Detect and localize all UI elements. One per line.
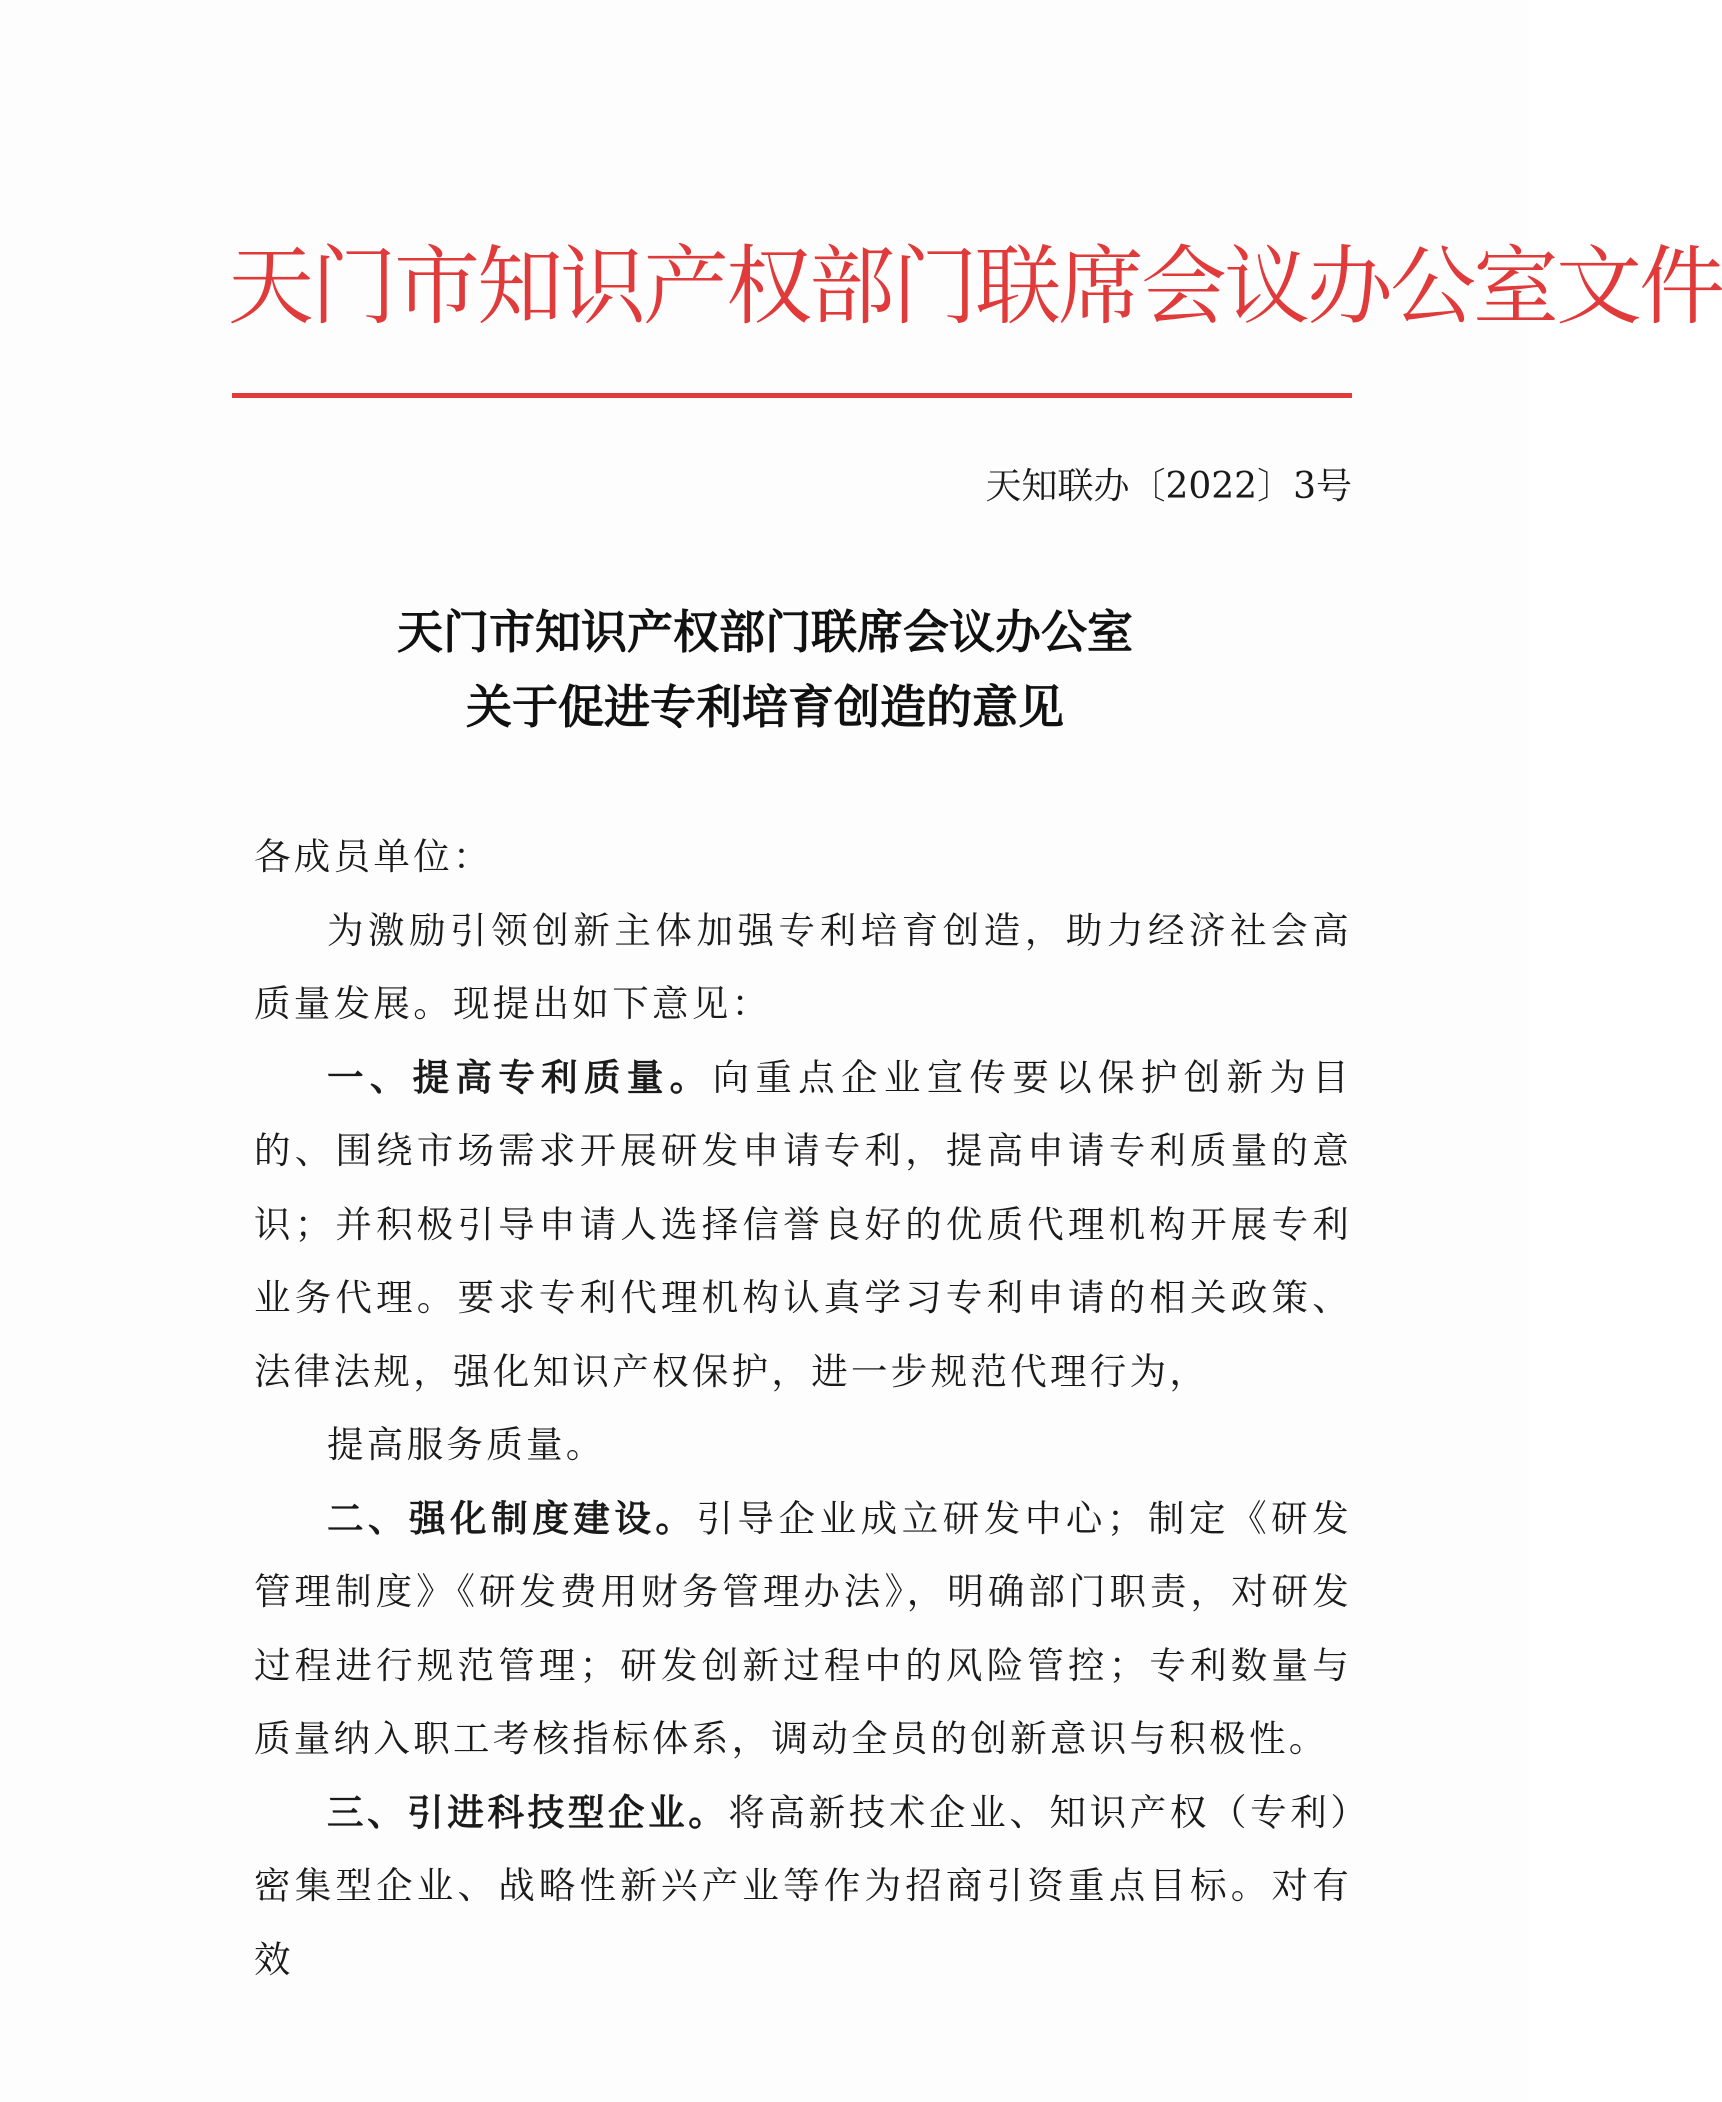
- section-1-paragraph: [254, 1041, 1352, 1409]
- section-2-text: 引导企业成立研发中心；制定《研发管理制度》《研发费用财务管理办法》，明确部门职责，对研发过程进行规范管理；研发创新过程中的风险管控；专利数量与质量纳入职工考核指标体系，调动全员的创新意识与积极性。: [254, 1496, 1352, 1760]
- red-divider-line: [232, 393, 1352, 398]
- section-3-heading: 三、引进科技型企业。: [327, 1790, 729, 1834]
- document-title-line1: 天门市知识产权部门联席会议办公室: [397, 605, 1133, 659]
- section-1-text: 向重点企业宣传要以保护创新为目的、围绕市场需求开展研发申请专利，提高申请专利质量的意识；并积极引导申请人选择信誉良好的优质代理机构开展专利业务代理。要求专利代理机构认真学习专利申请的相关政策、法律法规，强化知识产权保护，进一步规范代理行为，: [254, 1055, 1353, 1393]
- document-title-line2: 关于促进专利培育创造的意见: [466, 680, 1064, 734]
- section-2-heading: 二、强化制度建设。: [327, 1496, 697, 1540]
- salutation: 各成员单位：: [254, 835, 493, 878]
- issuer-banner: 天门市知识产权部门联席会议办公室文件: [228, 237, 1722, 337]
- section-3-text: 将高新技术企业、知识产权（专利）密集型企业、战略性新兴产业等作为招商引资重点目标。对有效: [254, 1790, 1352, 1981]
- section-2-paragraph: [254, 1482, 1352, 1776]
- document-number: 天知联办〔2022〕3号: [985, 466, 1352, 507]
- section-1-heading: 一、提高专利质量。: [327, 1055, 713, 1099]
- section-1-continuation: 提高服务质量。: [327, 1423, 606, 1466]
- intro-paragraph: 为激励引领创新主体加强专利培育创造，助力经济社会高质量发展。现提出如下意见：: [254, 908, 1352, 1025]
- document-body: [254, 820, 1352, 1996]
- section-3-paragraph: [254, 1776, 1352, 1997]
